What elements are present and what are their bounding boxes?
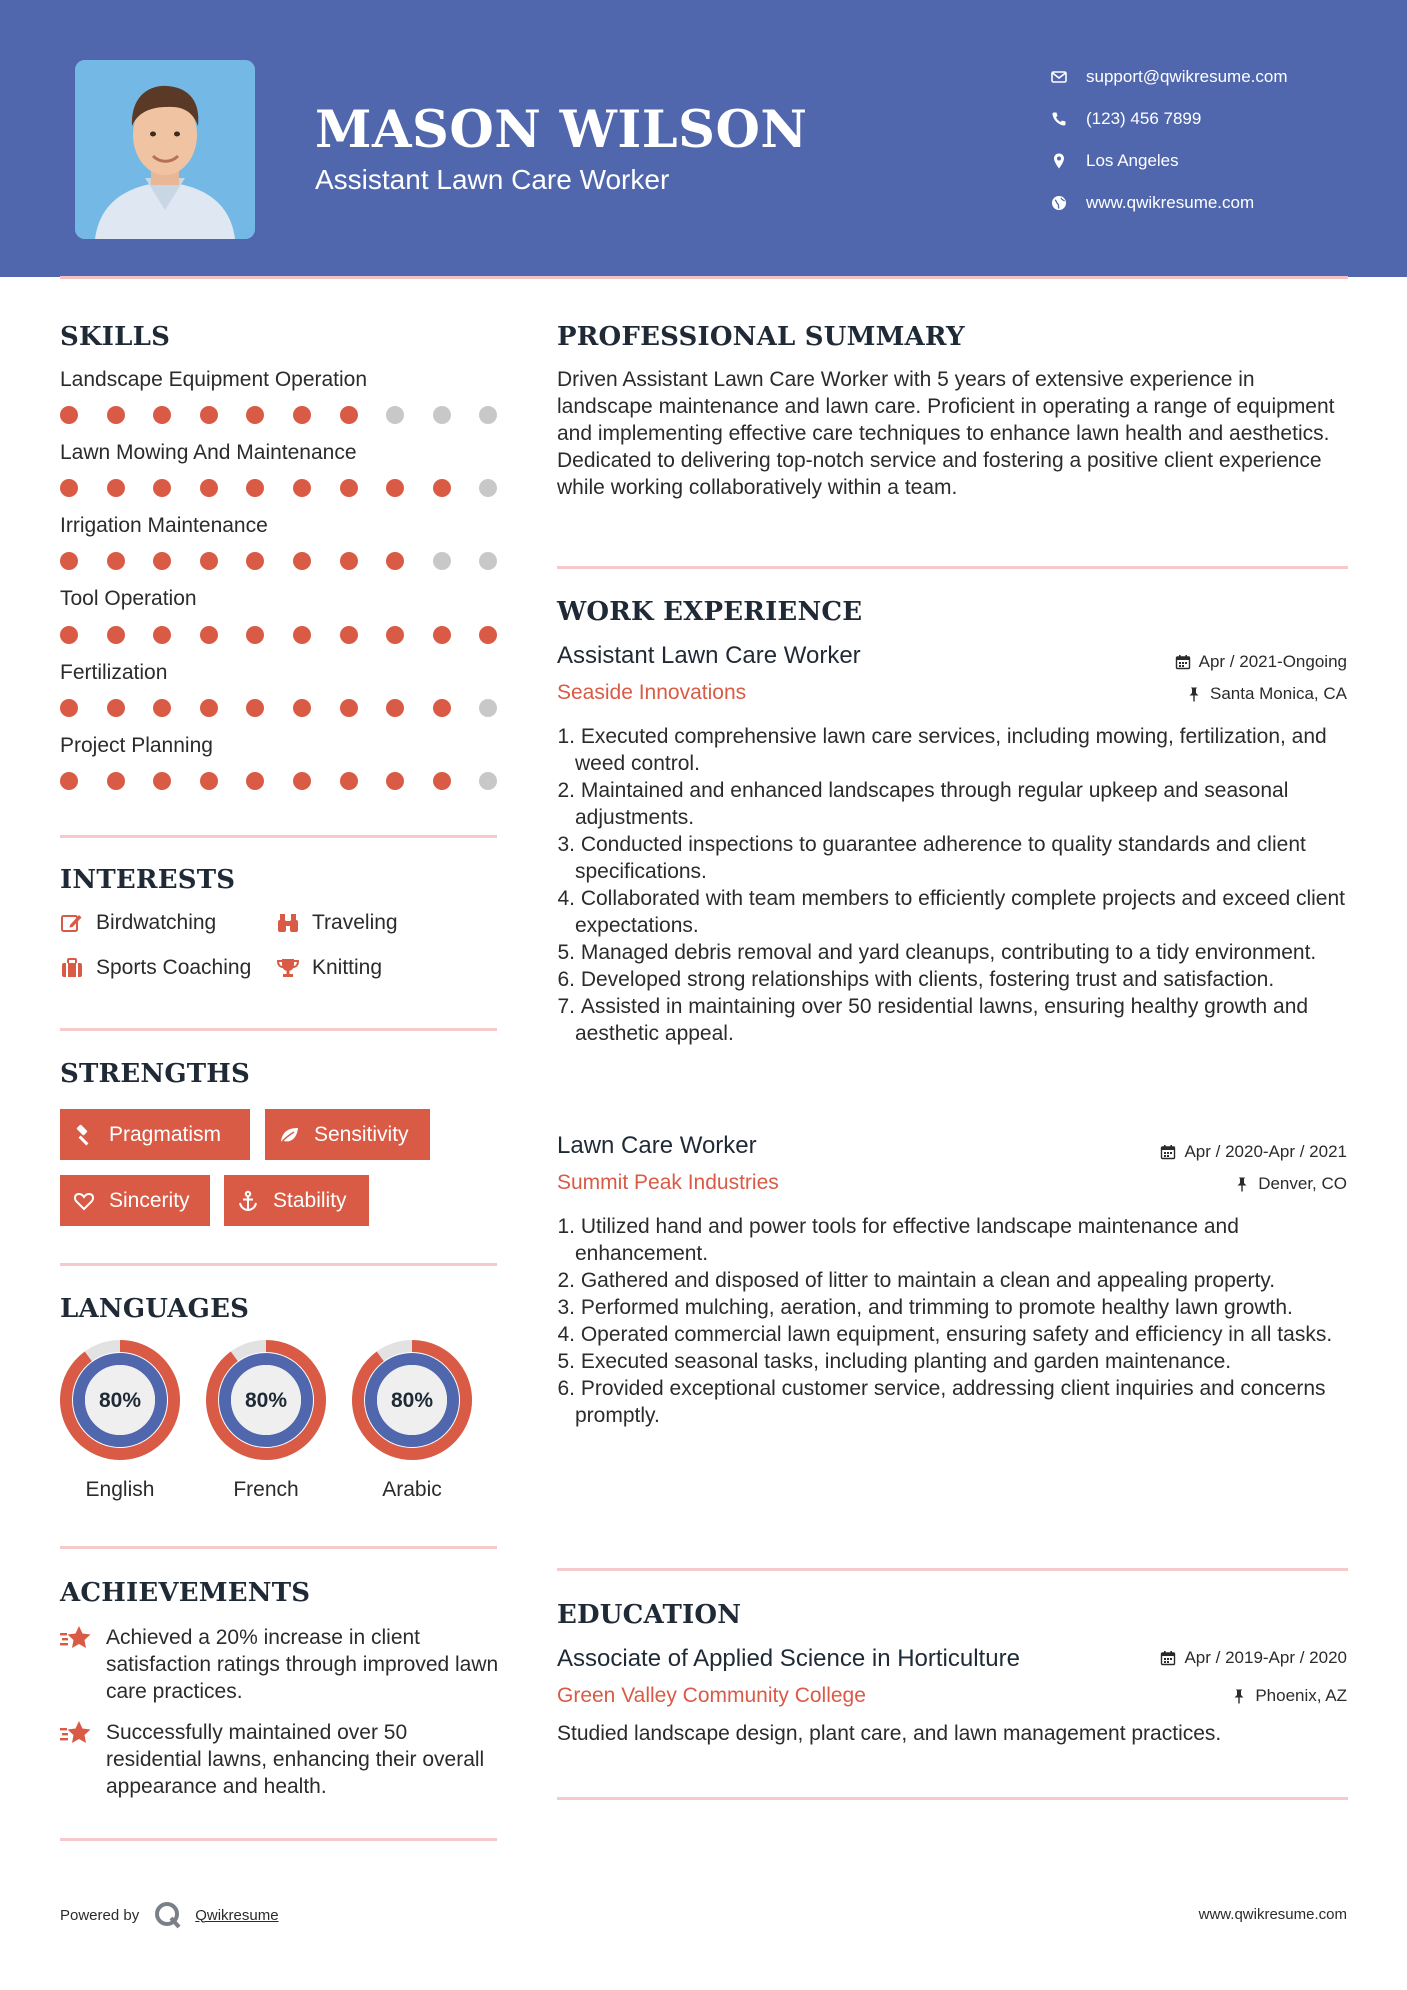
rating-dot-filled: [246, 552, 264, 570]
duty-item: [557, 1375, 1347, 1429]
job-location-text: Denver, CO: [1258, 1174, 1347, 1193]
rating-dot-filled: [433, 479, 451, 497]
rating-dot-filled: [153, 479, 171, 497]
pencil-square-icon: [60, 911, 84, 935]
rating-dot-filled: [293, 772, 311, 790]
education-dates: [1160, 1648, 1347, 1668]
rating-dot-filled: [200, 699, 218, 717]
gavel-icon: [73, 1124, 95, 1146]
section-divider: [60, 1028, 497, 1031]
rating-dot-empty: [433, 552, 451, 570]
avatar-illustration: [75, 60, 255, 239]
footer-url[interactable]: www.qwikresume.com: [1198, 1906, 1347, 1923]
duty-item: [557, 723, 1347, 777]
interest-item: [60, 956, 251, 980]
languages-heading: LANGUAGES: [60, 1294, 250, 1324]
duty-text: Utilized hand and power tools for effective landscape maintenance and enhancement.: [575, 1215, 1239, 1265]
section-divider: [557, 566, 1348, 569]
language-label: French: [233, 1478, 299, 1501]
rating-dot-filled: [60, 772, 78, 790]
interest-label: Knitting: [312, 956, 383, 979]
interest-item: [276, 956, 382, 980]
duty-text: Assisted in maintaining over 50 residential lawns, ensuring healthy growth and aesthetic appeal.: [575, 995, 1309, 1045]
contact-email: [1050, 56, 1288, 98]
degree-title: Associate of Applied Science in Horticulture: [557, 1645, 1020, 1672]
rating-dot-filled: [386, 772, 404, 790]
location-pin-icon: [1050, 152, 1086, 170]
education-dates-text: Apr / 2019-Apr / 2020: [1184, 1648, 1347, 1667]
rating-dot-filled: [433, 699, 451, 717]
language-percent: 80%: [244, 1389, 288, 1412]
rating-dot-empty: [479, 772, 497, 790]
rating-dot-filled: [60, 699, 78, 717]
rating-dot-filled: [433, 626, 451, 644]
rating-dot-filled: [386, 552, 404, 570]
phone-icon: [1050, 110, 1086, 128]
rating-dot-filled: [246, 406, 264, 424]
rating-dot-filled: [107, 552, 125, 570]
strength-label: Pragmatism: [109, 1122, 222, 1146]
interest-label: Traveling: [312, 911, 398, 934]
strength-label: Sincerity: [109, 1188, 190, 1212]
section-divider: [60, 1838, 497, 1841]
duty-item: [557, 993, 1347, 1047]
rating-dot-filled: [60, 626, 78, 644]
duty-item: [557, 939, 1347, 966]
envelope-icon: [1050, 68, 1086, 86]
rating-dot-filled: [107, 699, 125, 717]
rating-dot-filled: [200, 626, 218, 644]
calendar-icon: [1160, 1144, 1176, 1160]
rating-dot-filled: [153, 626, 171, 644]
duty-number: 7.: [557, 995, 575, 1018]
language-item: [351, 1339, 473, 1502]
strength-tag: [265, 1109, 430, 1160]
rating-dot-empty: [479, 406, 497, 424]
achievements-heading: ACHIEVEMENTS: [60, 1578, 311, 1608]
calendar-icon: [1160, 1650, 1176, 1666]
profile-photo: [75, 60, 255, 239]
language-ring: [205, 1339, 327, 1461]
duty-number: 6.: [557, 1377, 575, 1400]
rating-dot-filled: [340, 772, 358, 790]
rating-dot-empty: [479, 479, 497, 497]
duty-number: 2.: [557, 1269, 575, 1292]
education-location-text: Phoenix, AZ: [1255, 1686, 1347, 1705]
job-location-text: Santa Monica, CA: [1209, 684, 1347, 703]
brand-link[interactable]: Qwikresume: [195, 1906, 279, 1924]
contact-location: [1050, 140, 1288, 182]
duty-number: 2.: [557, 779, 575, 802]
header-divider: [60, 276, 1348, 279]
rating-dot-filled: [107, 479, 125, 497]
rating-dot-empty: [479, 699, 497, 717]
duty-text: Executed seasonal tasks, including planting and garden maintenance.: [575, 1350, 1232, 1373]
duty-item: [557, 966, 1347, 993]
duty-number: 4.: [557, 887, 575, 910]
rating-dot-empty: [433, 406, 451, 424]
rating-dot-filled: [386, 626, 404, 644]
strength-tag: [60, 1109, 250, 1160]
duty-number: 1.: [557, 725, 575, 748]
company-name: Seaside Innovations: [557, 681, 747, 704]
rating-dot-filled: [153, 552, 171, 570]
achievement-text: Successfully maintained over 50 residential lawns, enhancing their overall appearance and health.: [106, 1721, 485, 1798]
rating-dot-filled: [107, 772, 125, 790]
language-label: English: [85, 1478, 155, 1501]
pushpin-icon: [1234, 1176, 1250, 1192]
interest-item: [60, 911, 216, 935]
achievement-text: Achieved a 20% increase in client satisfaction ratings through improved lawn care practices.: [106, 1626, 499, 1703]
contact-email-text[interactable]: support@qwikresume.com: [1086, 67, 1288, 86]
strengths-heading: STRENGTHS: [60, 1059, 251, 1089]
job-dates: [1175, 652, 1347, 672]
rating-dot-filled: [340, 479, 358, 497]
duty-text: Performed mulching, aeration, and trimming to promote healthy lawn growth.: [575, 1296, 1293, 1319]
binoculars-icon: [276, 911, 300, 935]
education-location: [1231, 1686, 1347, 1706]
language-percent: 80%: [98, 1389, 142, 1412]
rating-dot-filled: [246, 772, 264, 790]
interests-heading: INTERESTS: [60, 865, 236, 895]
skill-label: Landscape Equipment Operation: [60, 368, 368, 391]
job-location: [1234, 1174, 1347, 1194]
resume-header: [0, 0, 1407, 277]
rating-dot-filled: [200, 406, 218, 424]
language-ring: [59, 1339, 181, 1461]
anchor-icon: [237, 1190, 259, 1212]
rating-dot-filled: [153, 772, 171, 790]
skill-rating: [60, 772, 526, 790]
skill-label: Tool Operation: [60, 587, 197, 610]
duty-number: 3.: [557, 1296, 575, 1319]
duty-text: Operated commercial lawn equipment, ensuring safety and efficiency in all tasks.: [575, 1323, 1333, 1346]
skill-label: Project Planning: [60, 734, 213, 757]
rating-dot-filled: [293, 406, 311, 424]
contact-location-text: Los Angeles: [1086, 151, 1179, 170]
duty-text: Collaborated with team members to efficiently complete projects and exceed client expectations.: [575, 887, 1345, 937]
star-icon: [60, 1719, 92, 1747]
experience-heading: WORK EXPERIENCE: [557, 597, 863, 627]
rating-dot-filled: [200, 552, 218, 570]
job-dates-text: Apr / 2021-Ongoing: [1198, 652, 1347, 671]
language-percent: 80%: [390, 1389, 434, 1412]
rating-dot-filled: [107, 406, 125, 424]
language-label: Arabic: [382, 1478, 442, 1501]
duty-item: [557, 1213, 1347, 1267]
skill-rating: [60, 479, 526, 497]
skill-rating: [60, 699, 526, 717]
skill-rating: [60, 626, 526, 644]
rating-dot-filled: [200, 479, 218, 497]
interest-label: Sports Coaching: [96, 956, 252, 979]
pushpin-icon: [1231, 1688, 1247, 1704]
calendar-icon: [1175, 654, 1191, 670]
rating-dot-filled: [60, 479, 78, 497]
rating-dot-filled: [340, 626, 358, 644]
rating-dot-filled: [293, 479, 311, 497]
education-heading: EDUCATION: [557, 1600, 742, 1630]
interest-label: Birdwatching: [96, 911, 217, 934]
rating-dot-filled: [200, 772, 218, 790]
duty-number: 3.: [557, 833, 575, 856]
summary-heading: PROFESSIONAL SUMMARY: [557, 322, 965, 352]
rating-dot-filled: [293, 626, 311, 644]
rating-dot-filled: [340, 552, 358, 570]
rating-dot-filled: [340, 699, 358, 717]
qwikresume-logo-icon: [153, 1900, 183, 1930]
duty-item: [557, 777, 1347, 831]
rating-dot-filled: [386, 479, 404, 497]
globe-icon: [1050, 194, 1086, 212]
rating-dot-filled: [340, 406, 358, 424]
rating-dot-filled: [246, 626, 264, 644]
company-name: Summit Peak Industries: [557, 1171, 779, 1194]
contact-phone-text: (123) 456 7899: [1086, 109, 1202, 128]
strength-tag: [60, 1175, 210, 1226]
skills-heading: SKILLS: [60, 322, 171, 352]
rating-dot-filled: [293, 699, 311, 717]
section-divider: [557, 1797, 1348, 1800]
contact-list: [1050, 56, 1288, 224]
section-divider: [60, 1263, 497, 1266]
footer-powered-by: [60, 1900, 279, 1930]
job-duties: [557, 723, 1347, 1047]
rating-dot-filled: [60, 552, 78, 570]
rating-dot-filled: [293, 552, 311, 570]
job-duties: [557, 1213, 1347, 1429]
job-dates-text: Apr / 2020-Apr / 2021: [1184, 1142, 1347, 1161]
rating-dot-filled: [246, 699, 264, 717]
skill-rating: [60, 406, 526, 424]
rating-dot-empty: [386, 406, 404, 424]
contact-phone: [1050, 98, 1288, 140]
duty-text: Executed comprehensive lawn care services, including mowing, fertilization, and weed control.: [575, 725, 1327, 775]
duty-item: [557, 831, 1347, 885]
skill-label: Fertilization: [60, 661, 168, 684]
briefcase-icon: [60, 956, 84, 980]
summary-text: Driven Assistant Lawn Care Worker with 5 years of extensive experience in landscape maintenance and lawn care. Proficient in operating a range of equipment and implementing effective care techniques to enhance lawn health and aesthetics. Dedicated to delivering top-notch service and fostering a positive client experience while working collaboratively within a team.: [557, 368, 1335, 499]
achievement-item: [60, 1719, 500, 1800]
duty-text: Developed strong relationships with clients, fostering trust and satisfaction.: [575, 968, 1275, 991]
duty-number: 5.: [557, 1350, 575, 1373]
section-divider: [60, 835, 497, 838]
education-description: Studied landscape design, plant care, and lawn management practices.: [557, 1722, 1222, 1745]
rating-dot-filled: [107, 626, 125, 644]
interest-item: [276, 911, 398, 935]
rating-dot-filled: [153, 699, 171, 717]
trophy-icon: [276, 956, 300, 980]
job-title: Lawn Care Worker: [557, 1132, 757, 1159]
rating-dot-filled: [386, 699, 404, 717]
duty-number: 5.: [557, 941, 575, 964]
rating-dot-filled: [246, 479, 264, 497]
rating-dot-filled: [433, 772, 451, 790]
rating-dot-filled: [153, 406, 171, 424]
skill-rating: [60, 552, 526, 570]
strength-label: Stability: [273, 1188, 347, 1212]
leaf-icon: [278, 1124, 300, 1146]
contact-website: [1050, 182, 1288, 224]
job-dates: [1160, 1142, 1347, 1162]
duty-number: 4.: [557, 1323, 575, 1346]
language-ring: [351, 1339, 473, 1461]
duty-item: [557, 1321, 1347, 1348]
school-name: Green Valley Community College: [557, 1684, 866, 1707]
contact-website-text[interactable]: www.qwikresume.com: [1086, 193, 1255, 212]
rating-dot-filled: [479, 626, 497, 644]
job-title: Assistant Lawn Care Worker: [557, 642, 861, 669]
strength-tag: [224, 1175, 369, 1226]
duty-number: 1.: [557, 1215, 575, 1238]
candidate-role: Assistant Lawn Care Worker: [315, 164, 670, 195]
skill-label: Irrigation Maintenance: [60, 514, 268, 537]
duty-item: [557, 1267, 1347, 1294]
duty-item: [557, 1348, 1347, 1375]
rating-dot-filled: [60, 406, 78, 424]
strength-label: Sensitivity: [314, 1122, 409, 1146]
duty-text: Maintained and enhanced landscapes through regular upkeep and seasonal adjustments.: [575, 779, 1289, 829]
duty-item: [557, 1294, 1347, 1321]
rating-dot-empty: [479, 552, 497, 570]
section-divider: [557, 1568, 1348, 1571]
heart-icon: [73, 1190, 95, 1212]
powered-by-text: Powered by: [60, 1906, 140, 1924]
pushpin-icon: [1186, 686, 1202, 702]
duty-item: [557, 885, 1347, 939]
duty-number: 6.: [557, 968, 575, 991]
language-item: [59, 1339, 181, 1502]
skill-label: Lawn Mowing And Maintenance: [60, 441, 357, 464]
candidate-name: MASON WILSON: [315, 100, 808, 160]
duty-text: Gathered and disposed of litter to maintain a clean and appealing property.: [575, 1269, 1276, 1292]
section-divider: [60, 1546, 497, 1549]
duty-text: Managed debris removal and yard cleanups, contributing to a tidy environment.: [575, 941, 1317, 964]
achievement-item: [60, 1624, 500, 1705]
language-item: [205, 1339, 327, 1502]
duty-text: Provided exceptional customer service, addressing client inquiries and concerns promptly.: [575, 1377, 1326, 1427]
duty-text: Conducted inspections to guarantee adherence to quality standards and client specifications.: [575, 833, 1306, 883]
star-icon: [60, 1624, 92, 1652]
job-location: [1186, 684, 1347, 704]
